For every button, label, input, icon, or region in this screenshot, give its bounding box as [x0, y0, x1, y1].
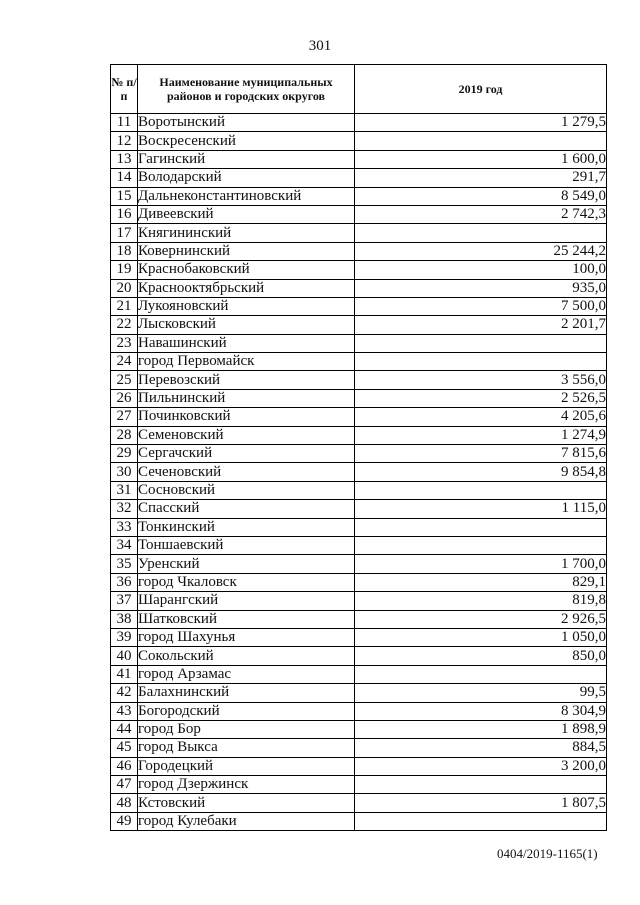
row-number: 37 — [111, 592, 138, 610]
district-name: Уренский — [138, 555, 355, 573]
district-name: Семеновский — [138, 426, 355, 444]
amount-2019: 1 700,0 — [355, 555, 607, 573]
table-row — [111, 224, 607, 242]
table-row — [111, 150, 607, 168]
table-row — [111, 592, 607, 610]
row-number: 47 — [111, 776, 138, 794]
amount-2019: 850,0 — [355, 647, 607, 665]
district-name: город Бор — [138, 720, 355, 738]
table-row — [111, 647, 607, 665]
district-name: Воротынский — [138, 114, 355, 132]
table-row — [111, 518, 607, 536]
table-row — [111, 334, 607, 352]
district-name: город Первомайск — [138, 353, 355, 371]
table-row — [111, 426, 607, 444]
amount-2019 — [355, 132, 607, 150]
table-row — [111, 739, 607, 757]
row-number: 26 — [111, 389, 138, 407]
district-name: Княгининский — [138, 224, 355, 242]
amount-2019 — [355, 665, 607, 683]
row-number: 15 — [111, 187, 138, 205]
district-name: Лукояновский — [138, 297, 355, 315]
table-row — [111, 316, 607, 334]
district-name: Краснобаковский — [138, 261, 355, 279]
amount-2019 — [355, 536, 607, 554]
table-row — [111, 279, 607, 297]
district-name: Спасский — [138, 500, 355, 518]
amount-2019: 1 600,0 — [355, 150, 607, 168]
district-name: Дальнеконстантиновский — [138, 187, 355, 205]
table-row — [111, 702, 607, 720]
district-name: Дивеевский — [138, 205, 355, 223]
table-row — [111, 720, 607, 738]
row-number: 33 — [111, 518, 138, 536]
table-row — [111, 610, 607, 628]
table-row — [111, 353, 607, 371]
table-row — [111, 408, 607, 426]
amount-2019: 829,1 — [355, 573, 607, 591]
row-number: 17 — [111, 224, 138, 242]
row-number: 34 — [111, 536, 138, 554]
document-code: 0404/2019-1165(1) — [497, 846, 598, 861]
row-number: 28 — [111, 426, 138, 444]
amount-2019: 99,5 — [355, 684, 607, 702]
table-row — [111, 261, 607, 279]
amount-2019: 25 244,2 — [355, 242, 607, 260]
district-name: город Чкаловск — [138, 573, 355, 591]
district-name: Сергачский — [138, 445, 355, 463]
table-row — [111, 242, 607, 260]
table-row — [111, 481, 607, 499]
table-row — [111, 132, 607, 150]
row-number: 22 — [111, 316, 138, 334]
district-name: Сосновский — [138, 481, 355, 499]
amount-2019 — [355, 518, 607, 536]
district-name: Воскресенский — [138, 132, 355, 150]
district-name: Пильнинский — [138, 389, 355, 407]
table-row — [111, 169, 607, 187]
amount-2019: 935,0 — [355, 279, 607, 297]
row-number: 36 — [111, 573, 138, 591]
amount-2019: 1 274,9 — [355, 426, 607, 444]
amount-2019: 291,7 — [355, 169, 607, 187]
amount-2019: 8 549,0 — [355, 187, 607, 205]
district-name: Городецкий — [138, 757, 355, 775]
row-number: 48 — [111, 794, 138, 812]
district-name: Сеченовский — [138, 463, 355, 481]
row-number: 32 — [111, 500, 138, 518]
amount-2019: 3 200,0 — [355, 757, 607, 775]
district-name: Навашинский — [138, 334, 355, 352]
table-row — [111, 389, 607, 407]
row-number: 19 — [111, 261, 138, 279]
amount-2019 — [355, 812, 607, 830]
table-row — [111, 812, 607, 830]
table-row — [111, 794, 607, 812]
table-row — [111, 684, 607, 702]
district-name: город Дзержинск — [138, 776, 355, 794]
amount-2019: 1 807,5 — [355, 794, 607, 812]
district-name: Тонкинский — [138, 518, 355, 536]
row-number: 30 — [111, 463, 138, 481]
allocation-table — [110, 64, 607, 831]
district-name: Володарский — [138, 169, 355, 187]
row-number: 11 — [111, 114, 138, 132]
district-name: Лысковский — [138, 316, 355, 334]
row-number: 24 — [111, 353, 138, 371]
amount-2019: 1 050,0 — [355, 628, 607, 646]
row-number: 27 — [111, 408, 138, 426]
amount-2019: 7 500,0 — [355, 297, 607, 315]
district-name: Богородский — [138, 702, 355, 720]
amount-2019 — [355, 776, 607, 794]
row-number: 49 — [111, 812, 138, 830]
row-number: 14 — [111, 169, 138, 187]
row-number: 40 — [111, 647, 138, 665]
district-name: Шарангский — [138, 592, 355, 610]
header-num: № п/п — [111, 65, 138, 114]
district-name: город Шахунья — [138, 628, 355, 646]
district-name: Ковернинский — [138, 242, 355, 260]
amount-2019 — [355, 481, 607, 499]
row-number: 45 — [111, 739, 138, 757]
table-row — [111, 628, 607, 646]
amount-2019: 3 556,0 — [355, 371, 607, 389]
district-name: Гагинский — [138, 150, 355, 168]
row-number: 25 — [111, 371, 138, 389]
amount-2019: 1 115,0 — [355, 500, 607, 518]
table-row — [111, 445, 607, 463]
table-row — [111, 665, 607, 683]
amount-2019 — [355, 224, 607, 242]
table-row — [111, 371, 607, 389]
row-number: 35 — [111, 555, 138, 573]
amount-2019: 1 279,5 — [355, 114, 607, 132]
amount-2019 — [355, 334, 607, 352]
header-value: 2019 год — [355, 65, 607, 114]
district-name: Кстовский — [138, 794, 355, 812]
row-number: 39 — [111, 628, 138, 646]
table-row — [111, 757, 607, 775]
amount-2019: 9 854,8 — [355, 463, 607, 481]
table-row — [111, 500, 607, 518]
table-row — [111, 187, 607, 205]
amount-2019: 2 742,3 — [355, 205, 607, 223]
amount-2019: 2 526,5 — [355, 389, 607, 407]
row-number: 18 — [111, 242, 138, 260]
table-row — [111, 536, 607, 554]
table-row — [111, 463, 607, 481]
amount-2019: 7 815,6 — [355, 445, 607, 463]
table-row — [111, 297, 607, 315]
amount-2019 — [355, 353, 607, 371]
district-name: Балахнинский — [138, 684, 355, 702]
table-row — [111, 776, 607, 794]
row-number: 43 — [111, 702, 138, 720]
amount-2019: 1 898,9 — [355, 720, 607, 738]
table-body — [111, 114, 607, 831]
district-name: Починковский — [138, 408, 355, 426]
district-name: Тоншаевский — [138, 536, 355, 554]
row-number: 21 — [111, 297, 138, 315]
district-name: Перевозский — [138, 371, 355, 389]
district-name: Краснооктябрьский — [138, 279, 355, 297]
table-row — [111, 114, 607, 132]
table-row — [111, 555, 607, 573]
amount-2019: 2 926,5 — [355, 610, 607, 628]
amount-2019: 2 201,7 — [355, 316, 607, 334]
amount-2019: 8 304,9 — [355, 702, 607, 720]
row-number: 13 — [111, 150, 138, 168]
table-row — [111, 205, 607, 223]
page-number: 301 — [308, 38, 332, 54]
header-name: Наименование муниципальных районов и городских округов — [138, 65, 355, 114]
row-number: 41 — [111, 665, 138, 683]
district-name: Шатковский — [138, 610, 355, 628]
table-header-row — [111, 65, 607, 114]
amount-2019: 884,5 — [355, 739, 607, 757]
row-number: 23 — [111, 334, 138, 352]
row-number: 44 — [111, 720, 138, 738]
row-number: 29 — [111, 445, 138, 463]
row-number: 42 — [111, 684, 138, 702]
amount-2019: 819,8 — [355, 592, 607, 610]
row-number: 12 — [111, 132, 138, 150]
row-number: 20 — [111, 279, 138, 297]
amount-2019: 100,0 — [355, 261, 607, 279]
row-number: 46 — [111, 757, 138, 775]
district-name: Сокольский — [138, 647, 355, 665]
district-name: город Кулебаки — [138, 812, 355, 830]
table-row — [111, 573, 607, 591]
row-number: 31 — [111, 481, 138, 499]
district-name: город Выкса — [138, 739, 355, 757]
row-number: 16 — [111, 205, 138, 223]
amount-2019: 4 205,6 — [355, 408, 607, 426]
row-number: 38 — [111, 610, 138, 628]
district-name: город Арзамас — [138, 665, 355, 683]
